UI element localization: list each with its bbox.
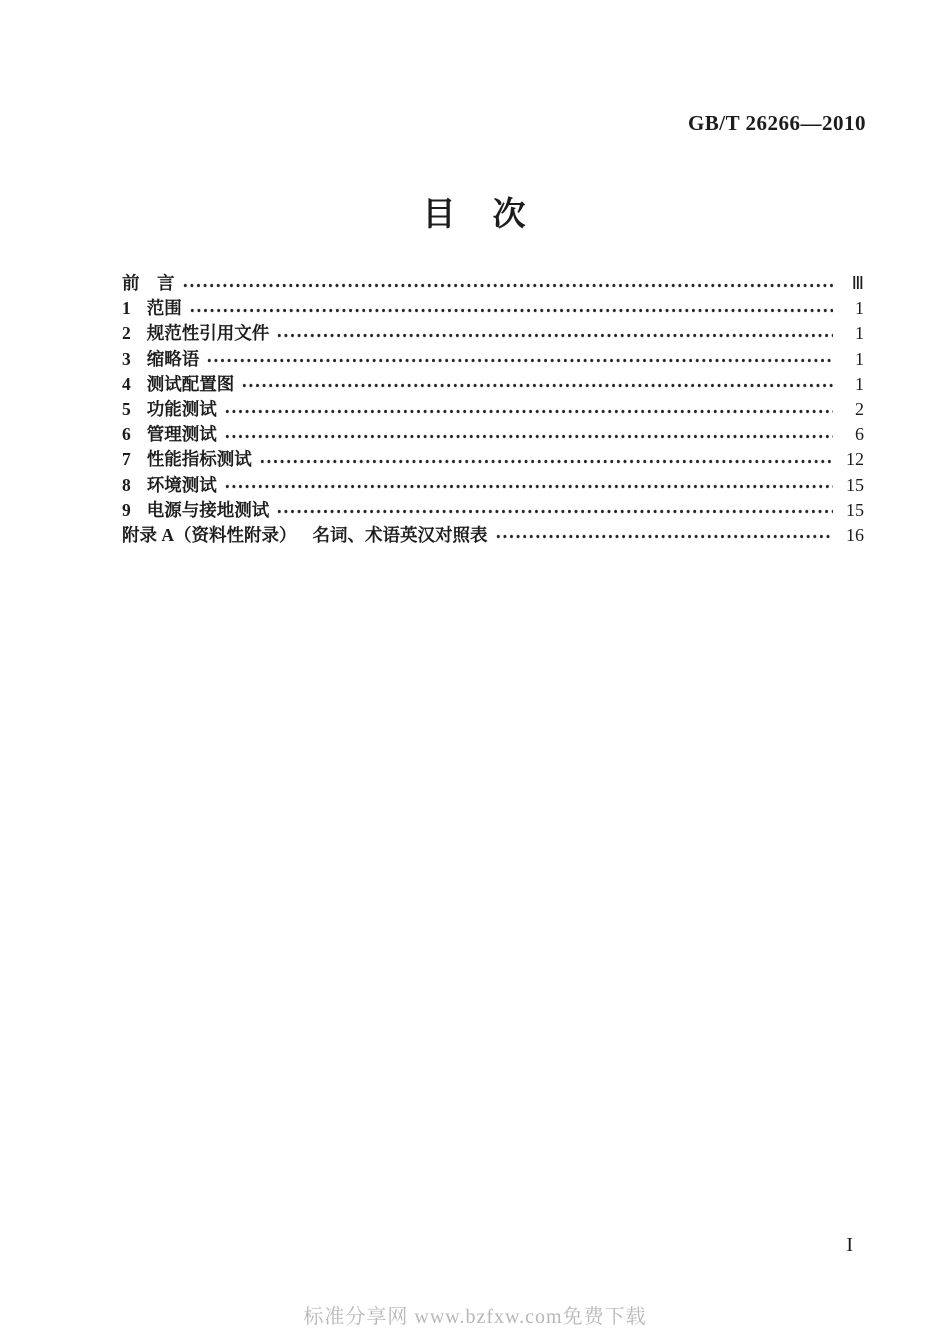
toc-item (122, 271, 864, 296)
document-code: GB/T 26266—2010 (687, 111, 866, 135)
toc-item-label: 管理测试 (146, 424, 217, 445)
toc-item-page: 12 (846, 449, 864, 470)
toc-item (122, 321, 864, 346)
toc-item-number: 6 (122, 424, 131, 445)
dot-leader (206, 347, 833, 372)
toc-item (122, 473, 864, 498)
toc-item (122, 523, 864, 548)
toc-item-label: 功能测试 (146, 398, 217, 419)
toc-item-number: 8 (122, 474, 131, 495)
toc-item-label: 测试配置图 (146, 373, 235, 394)
toc-item (122, 422, 864, 447)
toc-item-number: 4 (122, 373, 131, 394)
toc-item (122, 296, 864, 321)
page-folio: I (846, 1234, 853, 1256)
toc-item-number: 5 (122, 398, 131, 419)
dot-leader (495, 523, 833, 548)
toc-item-number: 1 (122, 298, 131, 319)
dot-leader (259, 447, 833, 472)
dot-leader (224, 473, 833, 498)
toc-item-number: 7 (122, 449, 131, 470)
dot-leader (241, 372, 833, 397)
dot-leader (182, 271, 834, 296)
toc-item-label: 前 言 (122, 273, 175, 293)
toc-item-number: 2 (122, 323, 131, 344)
toc-item-page: 15 (846, 474, 864, 495)
toc-item-label: 缩略语 (146, 348, 200, 369)
toc-item-page: 6 (855, 424, 864, 445)
dot-leader (276, 321, 833, 346)
toc-item-number: 附录 A（资料性附录） (122, 524, 297, 545)
dot-leader (276, 498, 833, 523)
toc-item-label: 规范性引用文件 (146, 323, 270, 344)
toc-item-label: 性能指标测试 (146, 449, 252, 470)
toc-item-page: 2 (855, 398, 864, 419)
toc-item-label: 范围 (146, 298, 182, 319)
toc-item (122, 372, 864, 397)
toc-item-page: 15 (846, 499, 864, 520)
toc-item (122, 498, 864, 523)
toc-item-number: 9 (122, 499, 131, 520)
toc-item-page: Ⅲ (851, 273, 864, 293)
toc-item-page: 1 (855, 323, 864, 344)
toc-item-label: 环境测试 (146, 474, 217, 495)
dot-leader (224, 397, 833, 422)
watermark-text: 标准分享网 www.bzfxw.com免费下载 (303, 1306, 647, 1328)
toc-item-number: 3 (122, 348, 131, 369)
toc-item-label: 名词、术语英汉对照表 (312, 524, 488, 545)
toc-item-page: 16 (846, 524, 864, 545)
dot-leader (189, 296, 833, 321)
toc-item-page: 1 (855, 373, 864, 394)
toc-item (122, 397, 864, 422)
toc-item (122, 347, 864, 372)
page-title: 目 次 (422, 195, 528, 232)
table-of-contents (122, 271, 864, 548)
toc-item-page: 1 (855, 298, 864, 319)
toc-item-page: 1 (855, 348, 864, 369)
toc-item (122, 447, 864, 472)
toc-item-label: 电源与接地测试 (146, 499, 270, 520)
dot-leader (224, 422, 833, 447)
